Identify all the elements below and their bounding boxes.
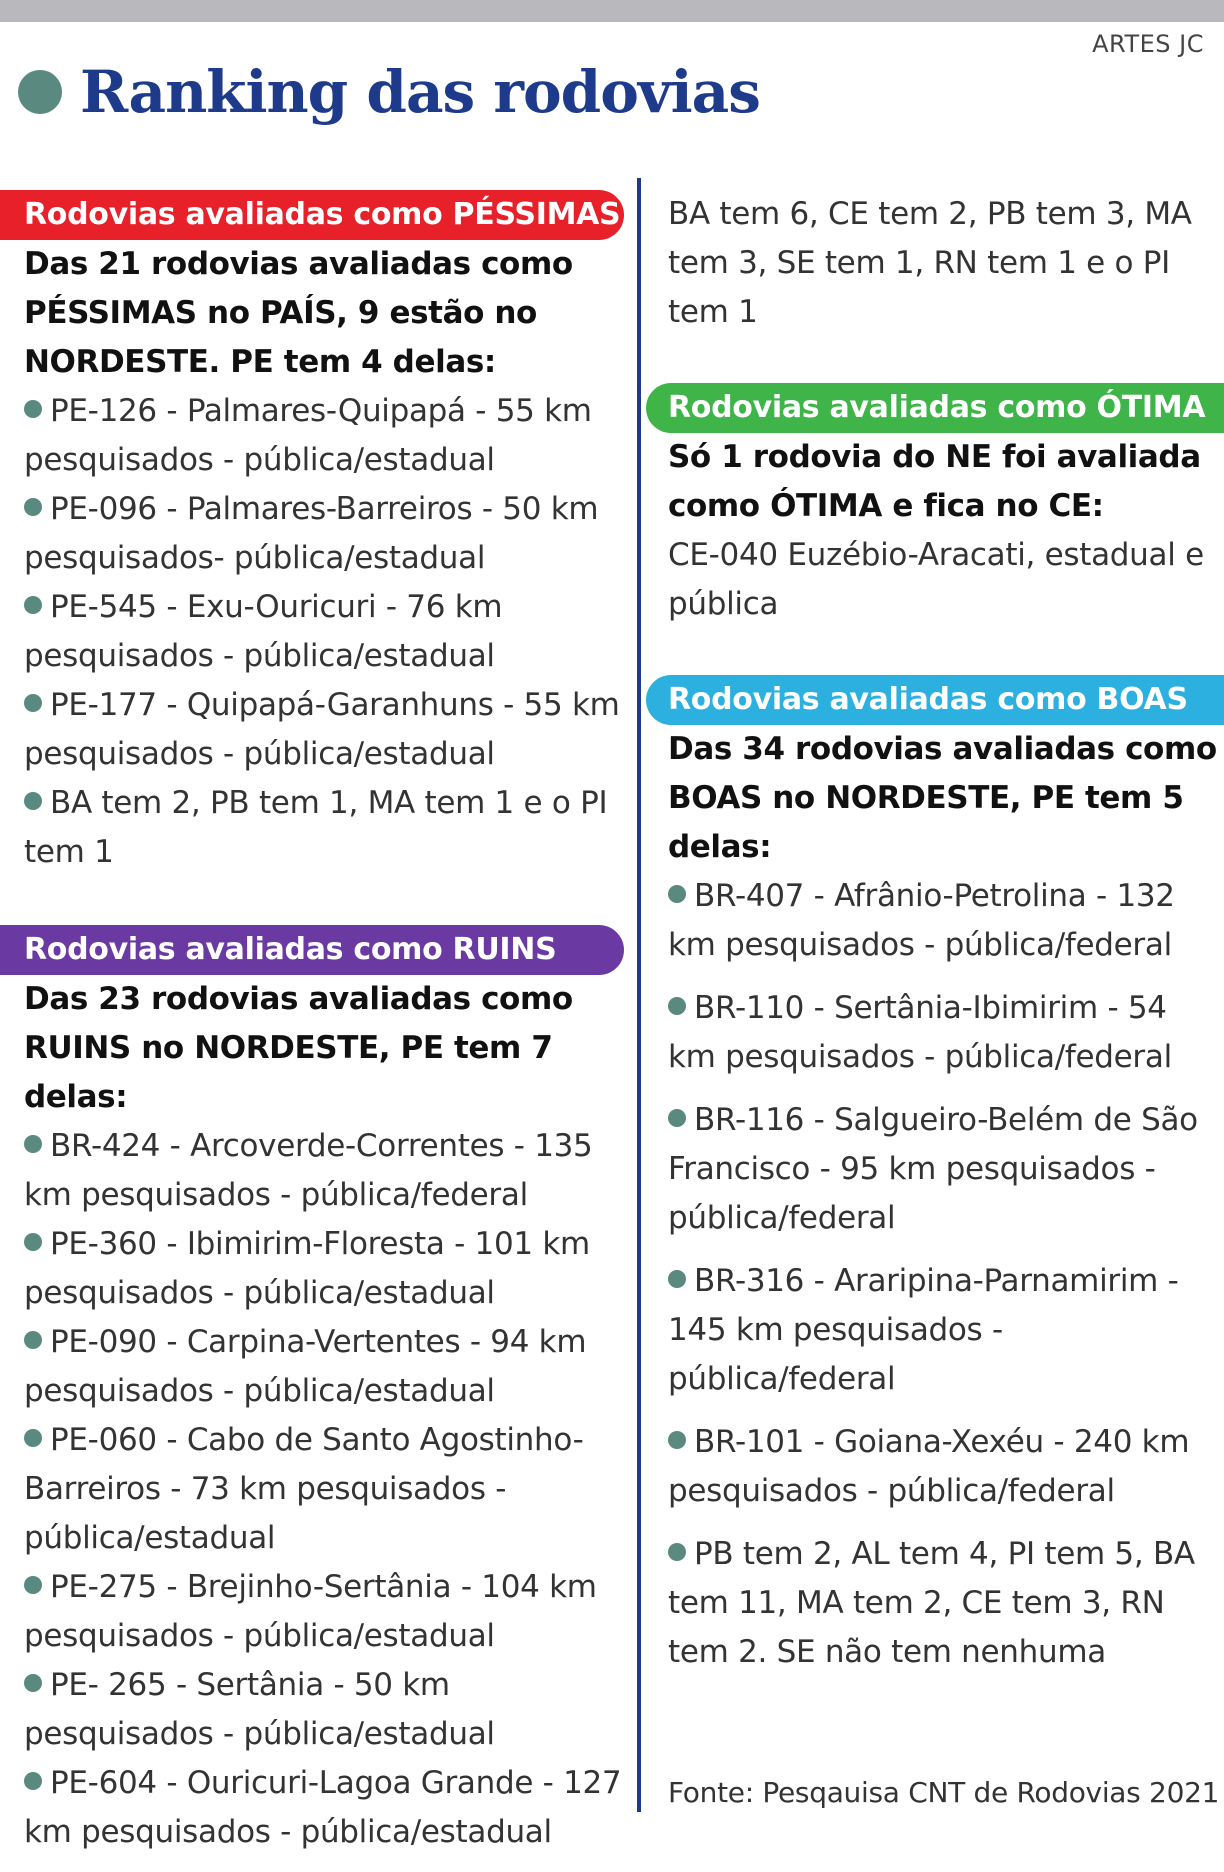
list-item: BA tem 2, PB tem 1, MA tem 1 e o PI tem 1	[24, 785, 608, 870]
bullet-icon	[24, 694, 42, 712]
bullet-icon	[24, 1674, 42, 1692]
bullet-icon	[668, 997, 686, 1015]
otima-banner: Rodovias avaliadas como ÓTIMA	[646, 383, 1224, 433]
bullet-icon	[24, 400, 42, 418]
list-item: PE-177 - Quipapá-Garanhuns - 55 km pesquisados - pública/estadual	[24, 687, 620, 772]
bullet-icon	[668, 1109, 686, 1127]
page-title: Ranking das rodovias	[80, 58, 760, 126]
list-item: PE-126 - Palmares-Quipapá - 55 km pesquisados - pública/estadual	[24, 393, 592, 478]
top-bar	[0, 0, 1224, 22]
pessimas-banner: Rodovias avaliadas como PÉSSIMAS	[0, 190, 624, 240]
ruins-banner: Rodovias avaliadas como RUINS	[0, 925, 624, 975]
bullet-icon	[668, 1543, 686, 1561]
list-item: PE-604 - Ouricuri-Lagoa Grande - 127 km pesquisados - pública/estadual	[24, 1765, 622, 1850]
otima-lead: Só 1 rodovia do NE foi avaliada como ÓTIMA e fica no CE:	[668, 439, 1201, 524]
bullet-icon	[24, 1772, 42, 1790]
title-bullet-icon	[18, 70, 62, 114]
bullet-icon	[24, 596, 42, 614]
bullet-icon	[668, 1431, 686, 1449]
bullet-icon	[24, 1135, 42, 1153]
credit: ARTES JC	[1092, 30, 1204, 58]
right-column	[646, 190, 1224, 1691]
left-column	[0, 190, 630, 1857]
list-item: BR-424 - Arcoverde-Correntes - 135 km pesquisados - pública/federal	[24, 1128, 593, 1213]
bullet-icon	[24, 792, 42, 810]
section-gap	[0, 877, 630, 925]
list-item: BR-316 - Araripina-Parnamirim - 145 km pesquisados - pública/federal	[668, 1263, 1179, 1397]
boas-lead: Das 34 rodovias avaliadas como BOAS no NORDESTE, PE tem 5 delas:	[668, 731, 1217, 865]
bullet-icon	[24, 1233, 42, 1251]
boas-banner: Rodovias avaliadas como BOAS	[646, 675, 1224, 725]
list-item: PE-090 - Carpina-Vertentes - 94 km pesquisados - pública/estadual	[24, 1324, 587, 1409]
bullet-icon	[24, 1576, 42, 1594]
bullet-icon	[24, 1429, 42, 1447]
list-item: PE-360 - Ibimirim-Floresta - 101 km pesquisados - pública/estadual	[24, 1226, 590, 1311]
bullet-icon	[24, 1331, 42, 1349]
column-divider	[637, 178, 641, 1812]
section-gap	[646, 337, 1224, 383]
bullet-icon	[24, 498, 42, 516]
list-item: PB tem 2, AL tem 4, PI tem 5, BA tem 11, MA tem 2, CE tem 3, RN tem 2. SE não tem nenhuma	[668, 1536, 1195, 1670]
ruins-lead: Das 23 rodovias avaliadas como RUINS no NORDESTE, PE tem 7 delas:	[24, 981, 573, 1115]
list-item: PE-275 - Brejinho-Sertânia - 104 km pesquisados - pública/estadual	[24, 1569, 597, 1654]
list-item: PE-060 - Cabo de Santo Agostinho-Barreiros - 73 km pesquisados - pública/estadual	[24, 1422, 584, 1556]
list-item: BR-407 - Afrânio-Petrolina - 132 km pesquisados - pública/federal	[668, 878, 1175, 963]
section-gap	[646, 629, 1224, 675]
pessimas-lead: Das 21 rodovias avaliadas como PÉSSIMAS no PAÍS, 9 estão no NORDESTE. PE tem 4 delas:	[24, 246, 573, 380]
list-item: PE- 265 - Sertânia - 50 km pesquisados - pública/estadual	[24, 1667, 495, 1752]
bullet-icon	[668, 1270, 686, 1288]
list-item: PE-096 - Palmares-Barreiros - 50 km pesquisados- pública/estadual	[24, 491, 599, 576]
pessimas-continued: BA tem 6, CE tem 2, PB tem 3, MA tem 3, SE tem 1, RN tem 1 e o PI tem 1	[668, 196, 1192, 330]
source-note: Fonte: Pesqauisa CNT de Rodovias 2021	[668, 1776, 1220, 1809]
list-item: BR-110 - Sertânia-Ibimirim - 54 km pesquisados - pública/federal	[668, 990, 1172, 1075]
title-row	[18, 58, 760, 126]
list-item: BR-116 - Salgueiro-Belém de São Francisco - 95 km pesquisados - pública/federal	[668, 1102, 1198, 1236]
list-item: PE-545 - Exu-Ouricuri - 76 km pesquisados - pública/estadual	[24, 589, 503, 674]
list-item: BR-101 - Goiana-Xexéu - 240 km pesquisados - pública/federal	[668, 1424, 1190, 1509]
otima-text: CE-040 Euzébio-Aracati, estadual e pública	[668, 537, 1204, 622]
bullet-icon	[668, 885, 686, 903]
